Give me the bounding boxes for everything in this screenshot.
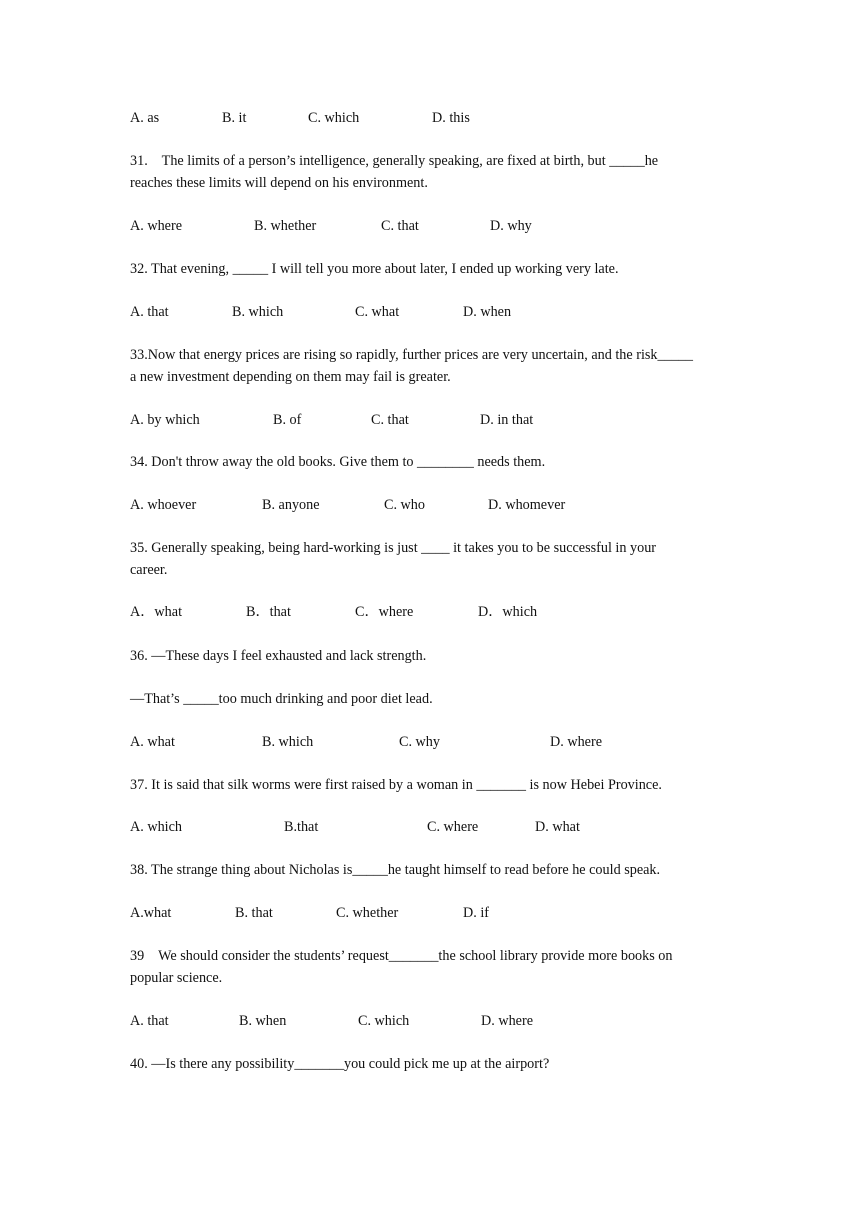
option-c: C. where (427, 819, 479, 835)
option-c: C. which (358, 1013, 410, 1029)
question-text: 39 We should consider the students’ request_______the school library provide more books on (130, 948, 673, 964)
option-c: C. why (399, 734, 440, 750)
question-text: 40. —Is there any possibility_______you could pick me up at the airport? (130, 1056, 550, 1072)
option-d: D. what (535, 819, 580, 835)
option-a: A. which (130, 819, 183, 835)
option-a: A. as (130, 110, 160, 126)
question-text: 32. That evening, _____ I will tell you more about later, I ended up working very late. (130, 261, 619, 277)
option-c: C. what (355, 304, 400, 320)
option-d: D. where (550, 734, 602, 750)
question-text: 36. —These days I feel exhausted and lack strength. (130, 648, 427, 664)
option-a: A．what (130, 604, 183, 620)
option-d: D. why (490, 218, 532, 234)
option-b: B. which (262, 734, 314, 750)
option-d: D. if (463, 905, 490, 921)
question-text: 38. The strange thing about Nicholas is_____he taught himself to read before he could speak. (130, 862, 661, 878)
question-text-cont: career. (130, 562, 168, 578)
option-b: B. when (239, 1013, 287, 1029)
option-a: A. what (130, 734, 175, 750)
option-b: B.that (284, 819, 319, 835)
option-a: A. that (130, 1013, 169, 1029)
option-b: B. whether (254, 218, 317, 234)
option-b: B. which (232, 304, 284, 320)
option-b: B．that (246, 604, 291, 620)
question-text-cont: a new investment depending on them may fail is greater. (130, 369, 451, 385)
option-a: A.what (130, 905, 172, 921)
option-d: D. where (481, 1013, 533, 1029)
option-c: C. which (308, 110, 360, 126)
question-text: 35. Generally speaking, being hard-working is just ____ it takes you to be successful in your (130, 540, 657, 556)
option-c: C．where (355, 604, 414, 620)
question-response: —That’s _____too much drinking and poor diet lead. (130, 691, 433, 707)
question-text: 37. It is said that silk worms were first raised by a woman in _______ is now Hebei Province. (130, 777, 662, 793)
option-b: B. of (273, 412, 302, 428)
option-b: B. that (235, 905, 273, 921)
question-text: 33.Now that energy prices are rising so rapidly, further prices are very uncertain, and the risk_____ (130, 347, 693, 363)
question-text: 34. Don't throw away the old books. Give them to ________ needs them. (130, 454, 546, 470)
question-text-cont: popular science. (130, 970, 223, 986)
option-d: D. this (432, 110, 470, 126)
option-d: D. in that (480, 412, 534, 428)
option-d: D. when (463, 304, 512, 320)
option-a: A. where (130, 218, 182, 234)
option-b: B. it (222, 110, 247, 126)
option-b: B. anyone (262, 497, 320, 513)
option-c: C. who (384, 497, 425, 513)
option-c: C. that (381, 218, 419, 234)
option-a: A. that (130, 304, 169, 320)
question-text: 31. The limits of a person’s intelligence, generally speaking, are fixed at birth, but _____he (130, 153, 659, 169)
option-a: A. by which (130, 412, 200, 428)
option-c: C. that (371, 412, 409, 428)
option-a: A. whoever (130, 497, 197, 513)
option-c: C. whether (336, 905, 399, 921)
question-text-cont: reaches these limits will depend on his environment. (130, 175, 428, 191)
option-d: D. whomever (488, 497, 566, 513)
option-d: D．which (478, 604, 538, 620)
